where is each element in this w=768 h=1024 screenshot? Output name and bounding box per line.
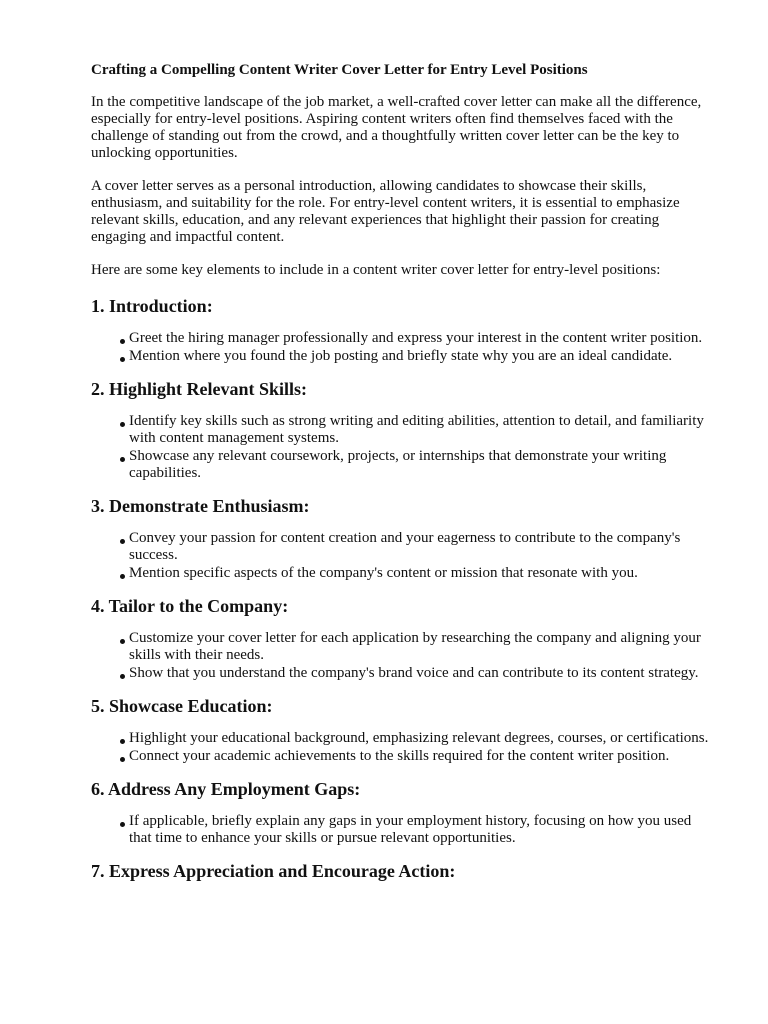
- section-highlight-relevant-skills: [91, 378, 712, 482]
- bullet-item: Mention specific aspects of the company's content or mission that resonate with you.: [120, 565, 712, 582]
- intro-paragraph: In the competitive landscape of the job market, a well-crafted cover letter can make all the difference, especially for entry-level positions. Aspiring content writers often find themselves faced with the challenge of standing out from the crowd, and a thoughtfully written cover letter can be the key to unlocking opportunities.: [91, 94, 702, 161]
- bullet-item: Convey your passion for content creation and your eagerness to contribute to the company's success.: [120, 530, 712, 564]
- section-heading: 1. Introduction:: [91, 296, 213, 316]
- bullet-item: Mention where you found the job posting and briefly state why you are an ideal candidate.: [120, 348, 712, 365]
- section-heading: 3. Demonstrate Enthusiasm:: [91, 496, 310, 516]
- section-heading: 7. Express Appreciation and Encourage Action:: [91, 861, 456, 881]
- bullet-list: [91, 813, 712, 847]
- section-address-employment-gaps: [91, 778, 712, 847]
- section-heading: 6. Address Any Employment Gaps:: [91, 779, 361, 799]
- bullet-list: [91, 330, 712, 365]
- document-title: Crafting a Compelling Content Writer Cover Letter for Entry Level Positions: [91, 62, 588, 78]
- bullet-list: [91, 730, 712, 765]
- section-demonstrate-enthusiasm: [91, 495, 712, 582]
- section-express-appreciation: [91, 860, 712, 882]
- intro-paragraph: Here are some key elements to include in a content writer cover letter for entry-level positions:: [91, 262, 661, 278]
- bullet-item: Show that you understand the company's brand voice and can contribute to its content strategy.: [120, 665, 712, 682]
- section-tailor-to-company: [91, 595, 712, 682]
- section-heading: 2. Highlight Relevant Skills:: [91, 379, 308, 399]
- section-heading: 5. Showcase Education:: [91, 696, 273, 716]
- bullet-list: [91, 530, 712, 582]
- bullet-item: Showcase any relevant coursework, projects, or internships that demonstrate your writing capabilities.: [120, 448, 712, 482]
- bullet-item: If applicable, briefly explain any gaps in your employment history, focusing on how you used that time to enhance your skills or pursue relevant opportunities.: [120, 813, 712, 847]
- bullet-item: Highlight your educational background, emphasizing relevant degrees, courses, or certifications.: [120, 730, 712, 747]
- section-introduction: [91, 295, 712, 365]
- bullet-item: Identify key skills such as strong writing and editing abilities, attention to detail, and familiarity with content management systems.: [120, 413, 712, 447]
- bullet-list: [91, 413, 712, 482]
- bullet-item: Connect your academic achievements to the skills required for the content writer position.: [120, 748, 712, 765]
- intro-paragraph: A cover letter serves as a personal introduction, allowing candidates to showcase their skills, enthusiasm, and suitability for the role. For entry-level content writers, it is essential to emphasize relevant skills, education, and any relevant experiences that highlight their passion for creating engaging and impactful content.: [91, 178, 680, 245]
- bullet-list: [91, 630, 712, 682]
- bullet-item: Greet the hiring manager professionally and express your interest in the content writer position.: [120, 330, 712, 347]
- bullet-item: Customize your cover letter for each application by researching the company and aligning your skills with their needs.: [120, 630, 712, 664]
- section-heading: 4. Tailor to the Company:: [91, 596, 289, 616]
- section-showcase-education: [91, 695, 712, 765]
